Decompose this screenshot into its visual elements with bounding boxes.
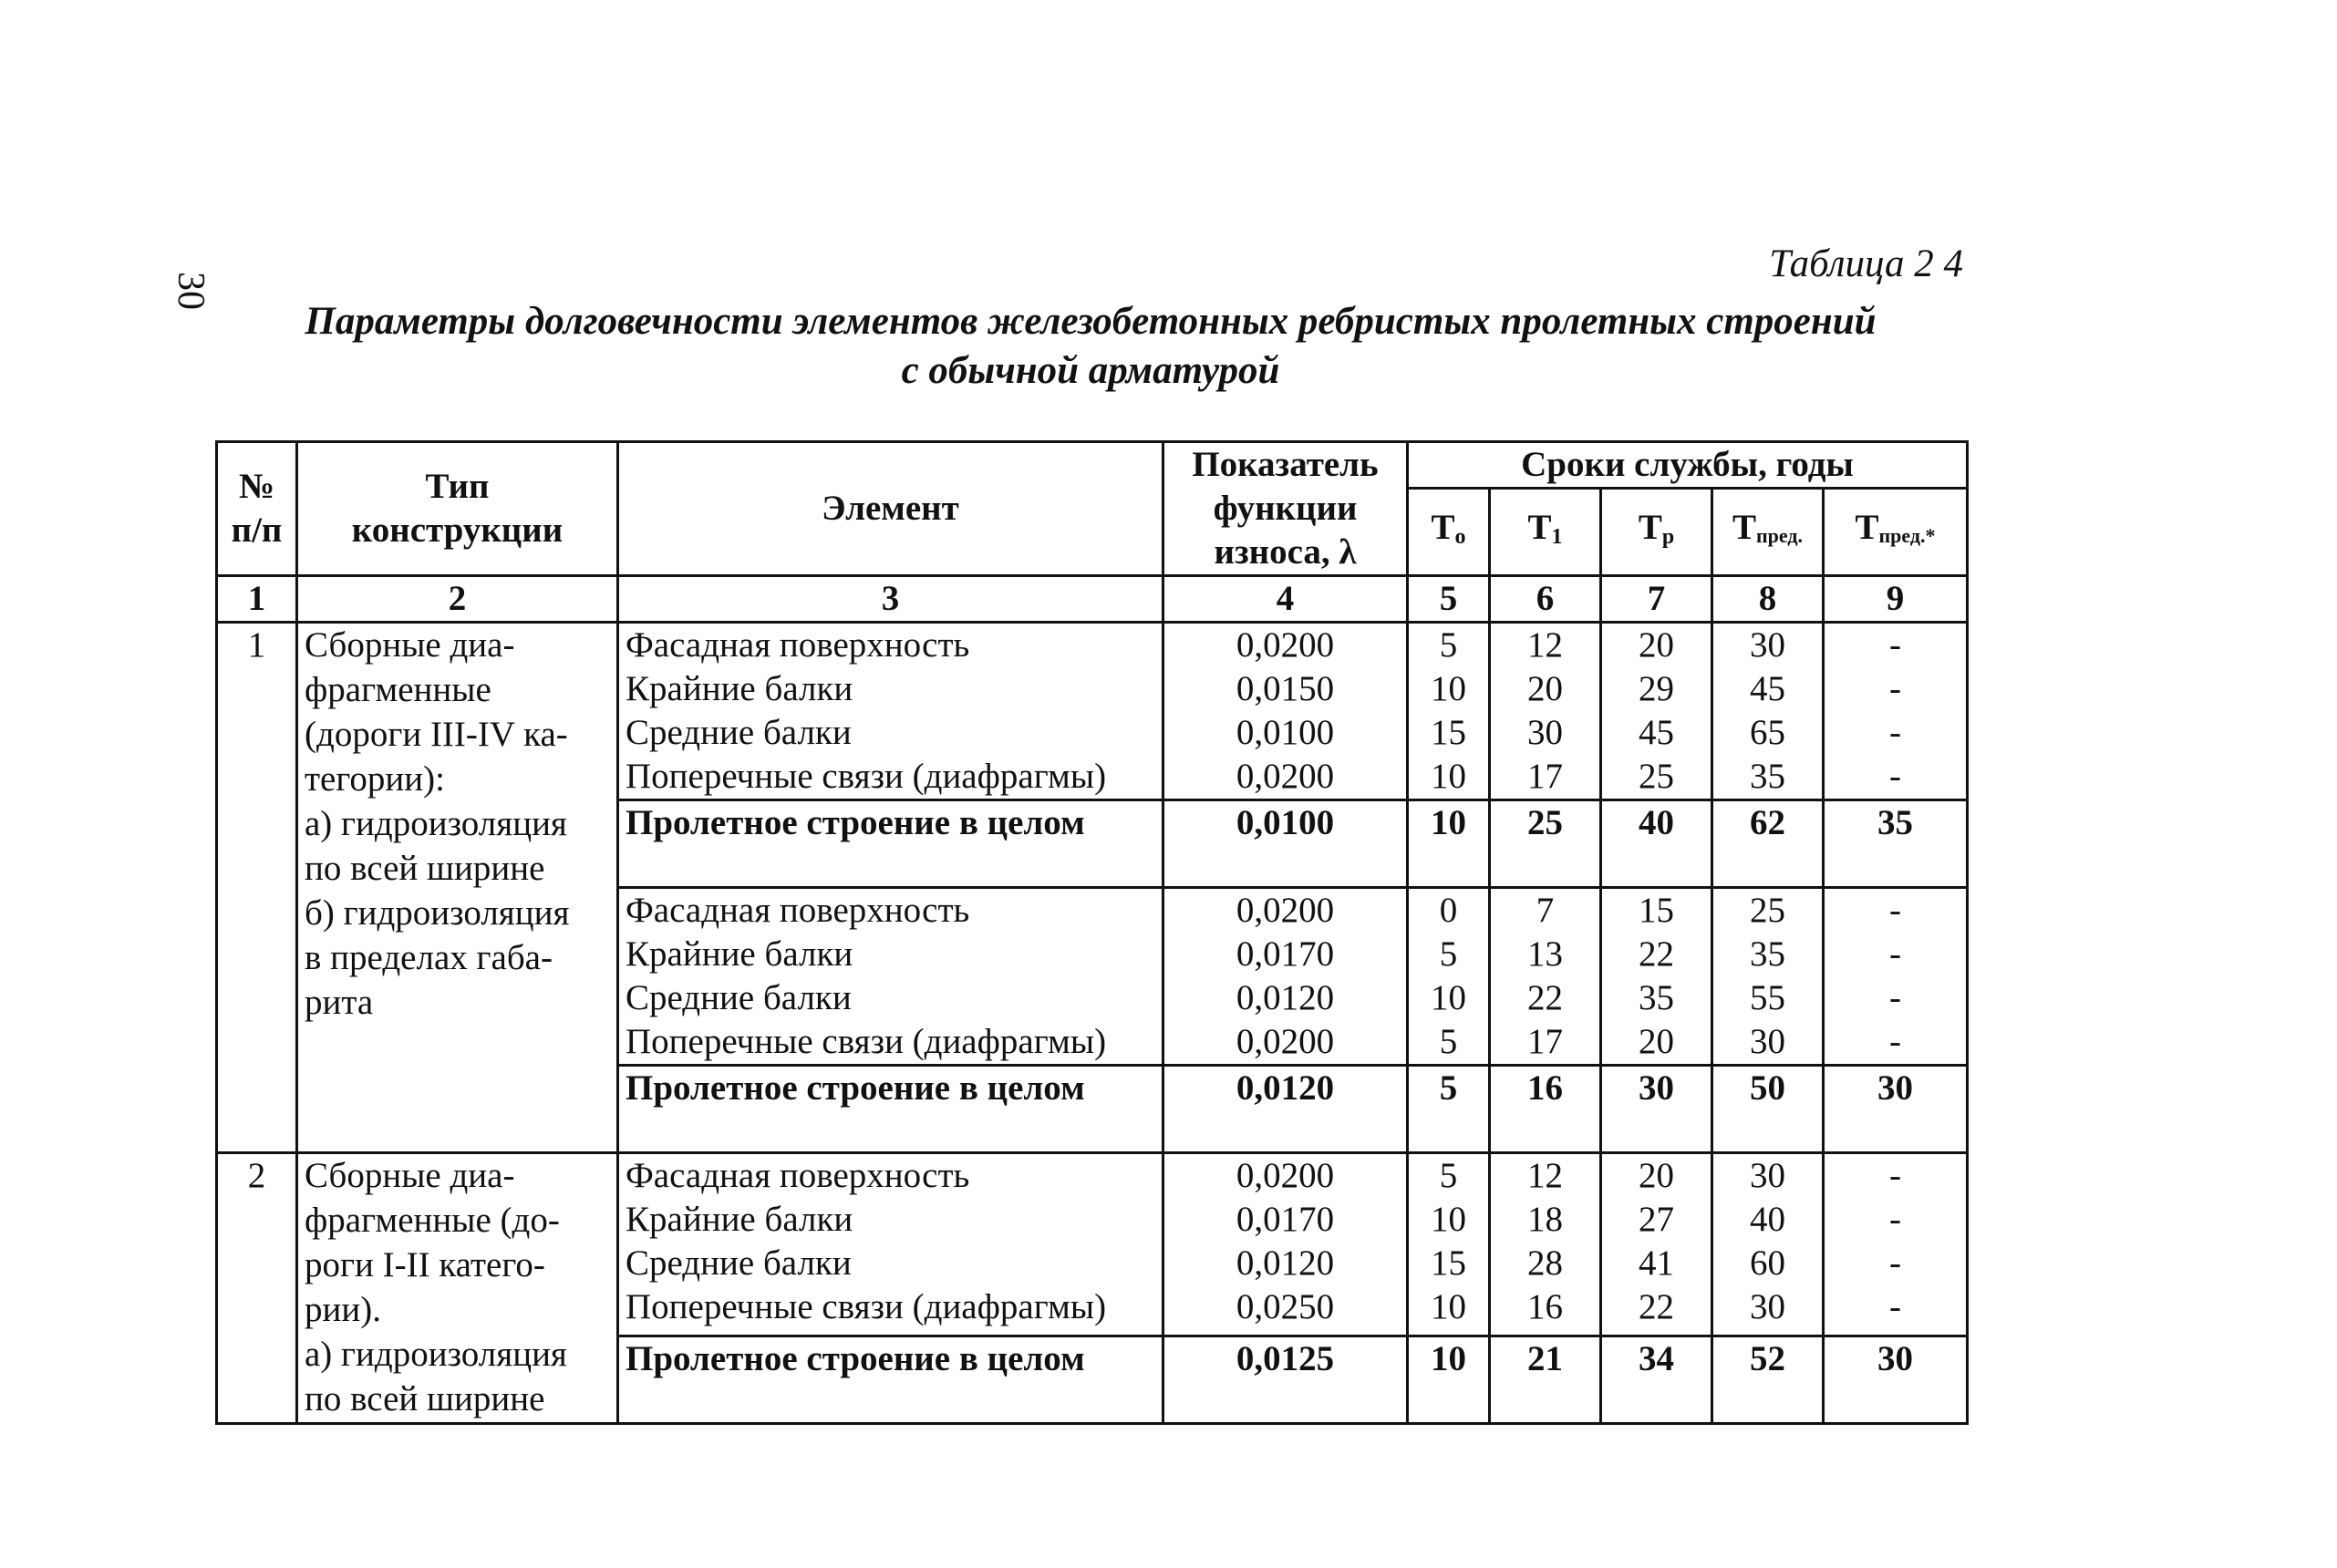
lambda-list: 0,0200 0,0170 0,0120 0,0250 (1163, 1153, 1408, 1336)
table-row (217, 1153, 1968, 1336)
table-label: Таблица 2 4 (1769, 242, 1963, 285)
total-tpred: 52 (1712, 1336, 1824, 1424)
total-t1: 16 (1490, 1066, 1601, 1153)
durability-table (215, 440, 1969, 1425)
element-list: Фасадная поверхность Крайние балки Средние балки Поперечные связи (диафрагмы) (618, 888, 1163, 1066)
total-tpred-star: 30 (1824, 1066, 1968, 1153)
column-number: 6 (1490, 576, 1601, 623)
table-title-line-2: с обычной арматурой (901, 349, 1280, 392)
column-number: 5 (1408, 576, 1490, 623)
header-num: № п/п (217, 442, 297, 576)
total-tp: 34 (1601, 1336, 1712, 1424)
table-row (217, 623, 1968, 800)
total-t1: 21 (1490, 1336, 1601, 1424)
total-tpred: 62 (1712, 800, 1824, 888)
t0-list: 5 10 15 10 (1408, 1153, 1490, 1336)
header-tpred: Тпред. (1712, 489, 1824, 576)
element-list: Фасадная поверхность Крайние балки Средние балки Поперечные связи (диафрагмы) (618, 623, 1163, 800)
tpred-list: 25 35 55 30 (1712, 888, 1824, 1066)
column-number: 4 (1163, 576, 1408, 623)
column-number: 3 (618, 576, 1163, 623)
total-tpred: 50 (1712, 1066, 1824, 1153)
t1-list: 12 18 28 16 (1490, 1153, 1601, 1336)
column-number: 7 (1601, 576, 1712, 623)
tp-list: 15 22 35 20 (1601, 888, 1712, 1066)
total-tp: 30 (1601, 1066, 1712, 1153)
table-title-line-1: Параметры долговечности элементов железобетонных ребристых пролетных строений (305, 300, 1877, 343)
page-number: 30 (170, 272, 212, 310)
header-t0: $Т_о$ (1408, 489, 1490, 576)
t1-list: 12 20 30 17 (1490, 623, 1601, 800)
total-element: Пролетное строение в целом (618, 800, 1163, 888)
t0-list: 5 10 15 10 (1408, 623, 1490, 800)
header-wear-indicator: Показатель функции износа, λ (1163, 442, 1408, 576)
total-element: Пролетное строение в целом (618, 1066, 1163, 1153)
tpred-star-list: - - - - (1824, 1153, 1968, 1336)
total-tpred-star: 35 (1824, 800, 1968, 888)
total-t1: 25 (1490, 800, 1601, 888)
total-lambda: 0,0120 (1163, 1066, 1408, 1153)
header-tpred-star: Тпред.* (1824, 489, 1968, 576)
column-number: 2 (297, 576, 618, 623)
tpred-list: 30 40 60 30 (1712, 1153, 1824, 1336)
column-number: 1 (217, 576, 297, 623)
total-t0: 10 (1408, 800, 1490, 888)
t1-list: 7 13 22 17 (1490, 888, 1601, 1066)
lambda-list: 0,0200 0,0170 0,0120 0,0200 (1163, 888, 1408, 1066)
element-list: Фасадная поверхность Крайние балки Средние балки Поперечные связи (диафрагмы) (618, 1153, 1163, 1336)
lambda-list: 0,0200 0,0150 0,0100 0,0200 (1163, 623, 1408, 800)
construction-type: Сборные диа- фрагменные (дороги III-IV ка- тегории): а) гидроизоляция по всей ширине б) гидроизоляция в пределах габа- рита (297, 623, 618, 1153)
tpred-star-list: - - - - (1824, 623, 1968, 800)
header-t1: $Т_1$ (1490, 489, 1601, 576)
column-number: 9 (1824, 576, 1968, 623)
tpred-list: 30 45 65 35 (1712, 623, 1824, 800)
total-lambda: 0,0100 (1163, 800, 1408, 888)
tpred-star-list: - - - - (1824, 888, 1968, 1066)
t0-list: 0 5 10 5 (1408, 888, 1490, 1066)
column-number: 8 (1712, 576, 1824, 623)
total-t0: 5 (1408, 1066, 1490, 1153)
column-number-row (217, 576, 1968, 623)
total-tp: 40 (1601, 800, 1712, 888)
total-tpred-star: 30 (1824, 1336, 1968, 1424)
group-number: 1 (217, 623, 297, 1153)
group-number: 2 (217, 1153, 297, 1424)
tp-list: 20 29 45 25 (1601, 623, 1712, 800)
header-element: Элемент (618, 442, 1163, 576)
header-type: Тип конструкции (297, 442, 618, 576)
tp-list: 20 27 41 22 (1601, 1153, 1712, 1336)
total-element: Пролетное строение в целом (618, 1336, 1163, 1424)
header-tp: $Т_р$ (1601, 489, 1712, 576)
construction-type: Сборные диа- фрагменные (до- роги I-II катего- рии). а) гидроизоляция по всей ширине (297, 1153, 618, 1424)
total-t0: 10 (1408, 1336, 1490, 1424)
total-lambda: 0,0125 (1163, 1336, 1408, 1424)
header-service-life: Сроки службы, годы (1408, 442, 1968, 489)
